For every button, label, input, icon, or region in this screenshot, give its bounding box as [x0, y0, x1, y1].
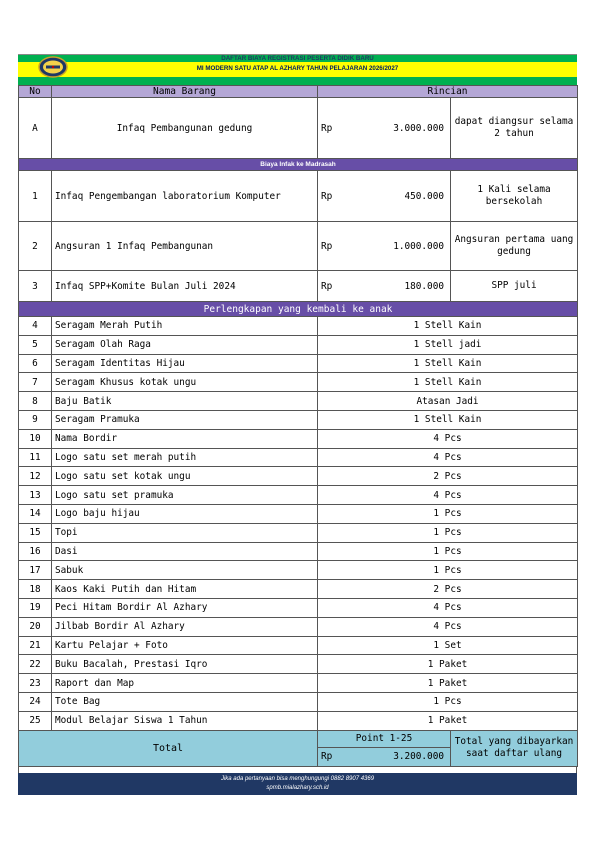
item-no: 24 — [19, 692, 52, 711]
item-name: Kaos Kaki Putih dan Hitam — [52, 580, 318, 599]
item-name: Logo satu set merah putih — [52, 448, 318, 467]
row-no: A — [19, 98, 52, 159]
item-row — [19, 598, 578, 617]
item-qty: 1 Paket — [318, 711, 578, 730]
item-row — [19, 429, 578, 448]
header-green-band-bottom — [18, 77, 577, 85]
item-qty: 1 Pcs — [318, 692, 578, 711]
item-name: Logo baju hijau — [52, 504, 318, 523]
item-name: Raport dan Map — [52, 674, 318, 693]
row-currency: Rp — [318, 98, 358, 159]
row-currency: Rp — [318, 271, 358, 302]
item-row — [19, 561, 578, 580]
item-no: 25 — [19, 711, 52, 730]
item-no: 10 — [19, 429, 52, 448]
item-row — [19, 674, 578, 693]
item-row — [19, 448, 578, 467]
total-currency: Rp — [318, 747, 358, 766]
item-qty: 1 Paket — [318, 655, 578, 674]
row-amount: 450.000 — [358, 171, 451, 222]
item-no: 15 — [19, 523, 52, 542]
item-qty: 2 Pcs — [318, 580, 578, 599]
item-no: 14 — [19, 504, 52, 523]
item-name: Kartu Pelajar + Foto — [52, 636, 318, 655]
item-row — [19, 580, 578, 599]
item-name: Buku Bacalah, Prestasi Iqro — [52, 655, 318, 674]
item-no: 16 — [19, 542, 52, 561]
item-qty: 2 Pcs — [318, 467, 578, 486]
item-no: 19 — [19, 598, 52, 617]
item-row — [19, 523, 578, 542]
item-no: 20 — [19, 617, 52, 636]
item-name: Topi — [52, 523, 318, 542]
item-qty: 1 Pcs — [318, 504, 578, 523]
item-row — [19, 542, 578, 561]
row-infak-2 — [19, 222, 578, 271]
item-row — [19, 410, 578, 429]
item-name: Peci Hitam Bordir Al Azhary — [52, 598, 318, 617]
registration-sheet — [18, 54, 577, 795]
item-row — [19, 617, 578, 636]
item-row — [19, 711, 578, 730]
item-row — [19, 636, 578, 655]
row-note: Angsuran pertama uang gedung — [451, 222, 578, 271]
item-no: 11 — [19, 448, 52, 467]
item-no: 13 — [19, 486, 52, 505]
item-name: Seragam Khusus kotak ungu — [52, 373, 318, 392]
row-name: Infaq Pengembangan laboratorium Komputer — [52, 171, 318, 222]
total-row — [19, 730, 578, 747]
header-title: DAFTAR BIAYA REGISTRASI PESERTA DIDIK BARU — [221, 55, 374, 62]
section-title: Perlengkapan yang kembali ke anak — [19, 302, 578, 317]
item-no: 5 — [19, 335, 52, 354]
item-name: Seragam Merah Putih — [52, 317, 318, 336]
item-qty: 1 Stell Kain — [318, 410, 578, 429]
item-qty: 4 Pcs — [318, 448, 578, 467]
row-infak-1 — [19, 171, 578, 222]
total-point-range: Point 1-25 — [318, 730, 451, 747]
item-no: 8 — [19, 392, 52, 411]
item-row — [19, 317, 578, 336]
item-no: 6 — [19, 354, 52, 373]
item-qty: 1 Set — [318, 636, 578, 655]
row-name: Infaq Pembangunan gedung — [52, 98, 318, 159]
item-row — [19, 354, 578, 373]
item-name: Baju Batik — [52, 392, 318, 411]
item-no: 9 — [19, 410, 52, 429]
item-qty: 1 Pcs — [318, 542, 578, 561]
item-name: Modul Belajar Siswa 1 Tahun — [52, 711, 318, 730]
column-header-no: No — [19, 86, 52, 98]
item-name: Seragam Olah Raga — [52, 335, 318, 354]
item-name: Seragam Identitas Hijau — [52, 354, 318, 373]
row-note: SPP juli — [451, 271, 578, 302]
item-name: Tote Bag — [52, 692, 318, 711]
item-name: Logo satu set pramuka — [52, 486, 318, 505]
item-qty: 1 Stell jadi — [318, 335, 578, 354]
contact-footer — [18, 773, 577, 795]
item-row — [19, 467, 578, 486]
item-qty: 1 Stell Kain — [318, 354, 578, 373]
item-qty: 1 Stell Kain — [318, 317, 578, 336]
row-infak-3 — [19, 271, 578, 302]
item-no: 22 — [19, 655, 52, 674]
footer-contact-text: Jika ada pertanyaan bisa menghungungi 0882 8907 4369 — [220, 775, 375, 782]
item-row — [19, 392, 578, 411]
item-qty: 1 Pcs — [318, 561, 578, 580]
item-row — [19, 504, 578, 523]
row-infaq-gedung — [19, 98, 578, 159]
column-header-nama: Nama Barang — [52, 86, 318, 98]
row-no: 2 — [19, 222, 52, 271]
item-row — [19, 373, 578, 392]
item-qty: 1 Pcs — [318, 523, 578, 542]
row-no: 1 — [19, 171, 52, 222]
table-header-row — [19, 86, 578, 98]
total-amount: 3.200.000 — [358, 747, 451, 766]
item-name: Dasi — [52, 542, 318, 561]
total-note: Total yang dibayarkan saat daftar ulang — [451, 730, 578, 766]
item-name: Nama Bordir — [52, 429, 318, 448]
row-currency: Rp — [318, 222, 358, 271]
document-header — [18, 54, 577, 85]
item-no: 23 — [19, 674, 52, 693]
section-title: Biaya Infak ke Madrasah — [19, 159, 578, 171]
item-name: Jilbab Bordir Al Azhary — [52, 617, 318, 636]
row-name: Angsuran 1 Infaq Pembangunan — [52, 222, 318, 271]
item-no: 21 — [19, 636, 52, 655]
section-header-perlengkapan — [19, 302, 578, 317]
item-qty: 4 Pcs — [318, 486, 578, 505]
row-name: Infaq SPP+Komite Bulan Juli 2024 — [52, 271, 318, 302]
footer-website-link[interactable]: spmb.mialazhary.sch.id — [266, 784, 329, 791]
item-row — [19, 335, 578, 354]
row-amount: 3.000.000 — [358, 98, 451, 159]
row-note: 1 Kali selama bersekolah — [451, 171, 578, 222]
item-name: Logo satu set kotak ungu — [52, 467, 318, 486]
item-qty: 4 Pcs — [318, 598, 578, 617]
row-amount: 180.000 — [358, 271, 451, 302]
row-no: 3 — [19, 271, 52, 302]
row-currency: Rp — [318, 171, 358, 222]
row-amount: 1.000.000 — [358, 222, 451, 271]
cost-table — [18, 85, 578, 767]
header-subtitle: MI MODERN SATU ATAP AL AZHARY TAHUN PELAJARAN 2026/2027 — [196, 65, 399, 72]
item-no: 18 — [19, 580, 52, 599]
item-no: 7 — [19, 373, 52, 392]
item-no: 17 — [19, 561, 52, 580]
item-row — [19, 486, 578, 505]
row-note: dapat diangsur selama 2 tahun — [451, 98, 578, 159]
item-qty: Atasan Jadi — [318, 392, 578, 411]
item-qty: 4 Pcs — [318, 617, 578, 636]
item-qty: 1 Stell Kain — [318, 373, 578, 392]
item-qty: 1 Paket — [318, 674, 578, 693]
item-row — [19, 655, 578, 674]
section-header-infak — [19, 159, 578, 171]
school-logo-icon — [38, 56, 68, 78]
item-row — [19, 692, 578, 711]
item-qty: 4 Pcs — [318, 429, 578, 448]
item-name: Seragam Pramuka — [52, 410, 318, 429]
item-no: 12 — [19, 467, 52, 486]
item-no: 4 — [19, 317, 52, 336]
item-name: Sabuk — [52, 561, 318, 580]
column-header-rincian: Rincian — [318, 86, 578, 98]
total-label: Total — [19, 730, 318, 766]
